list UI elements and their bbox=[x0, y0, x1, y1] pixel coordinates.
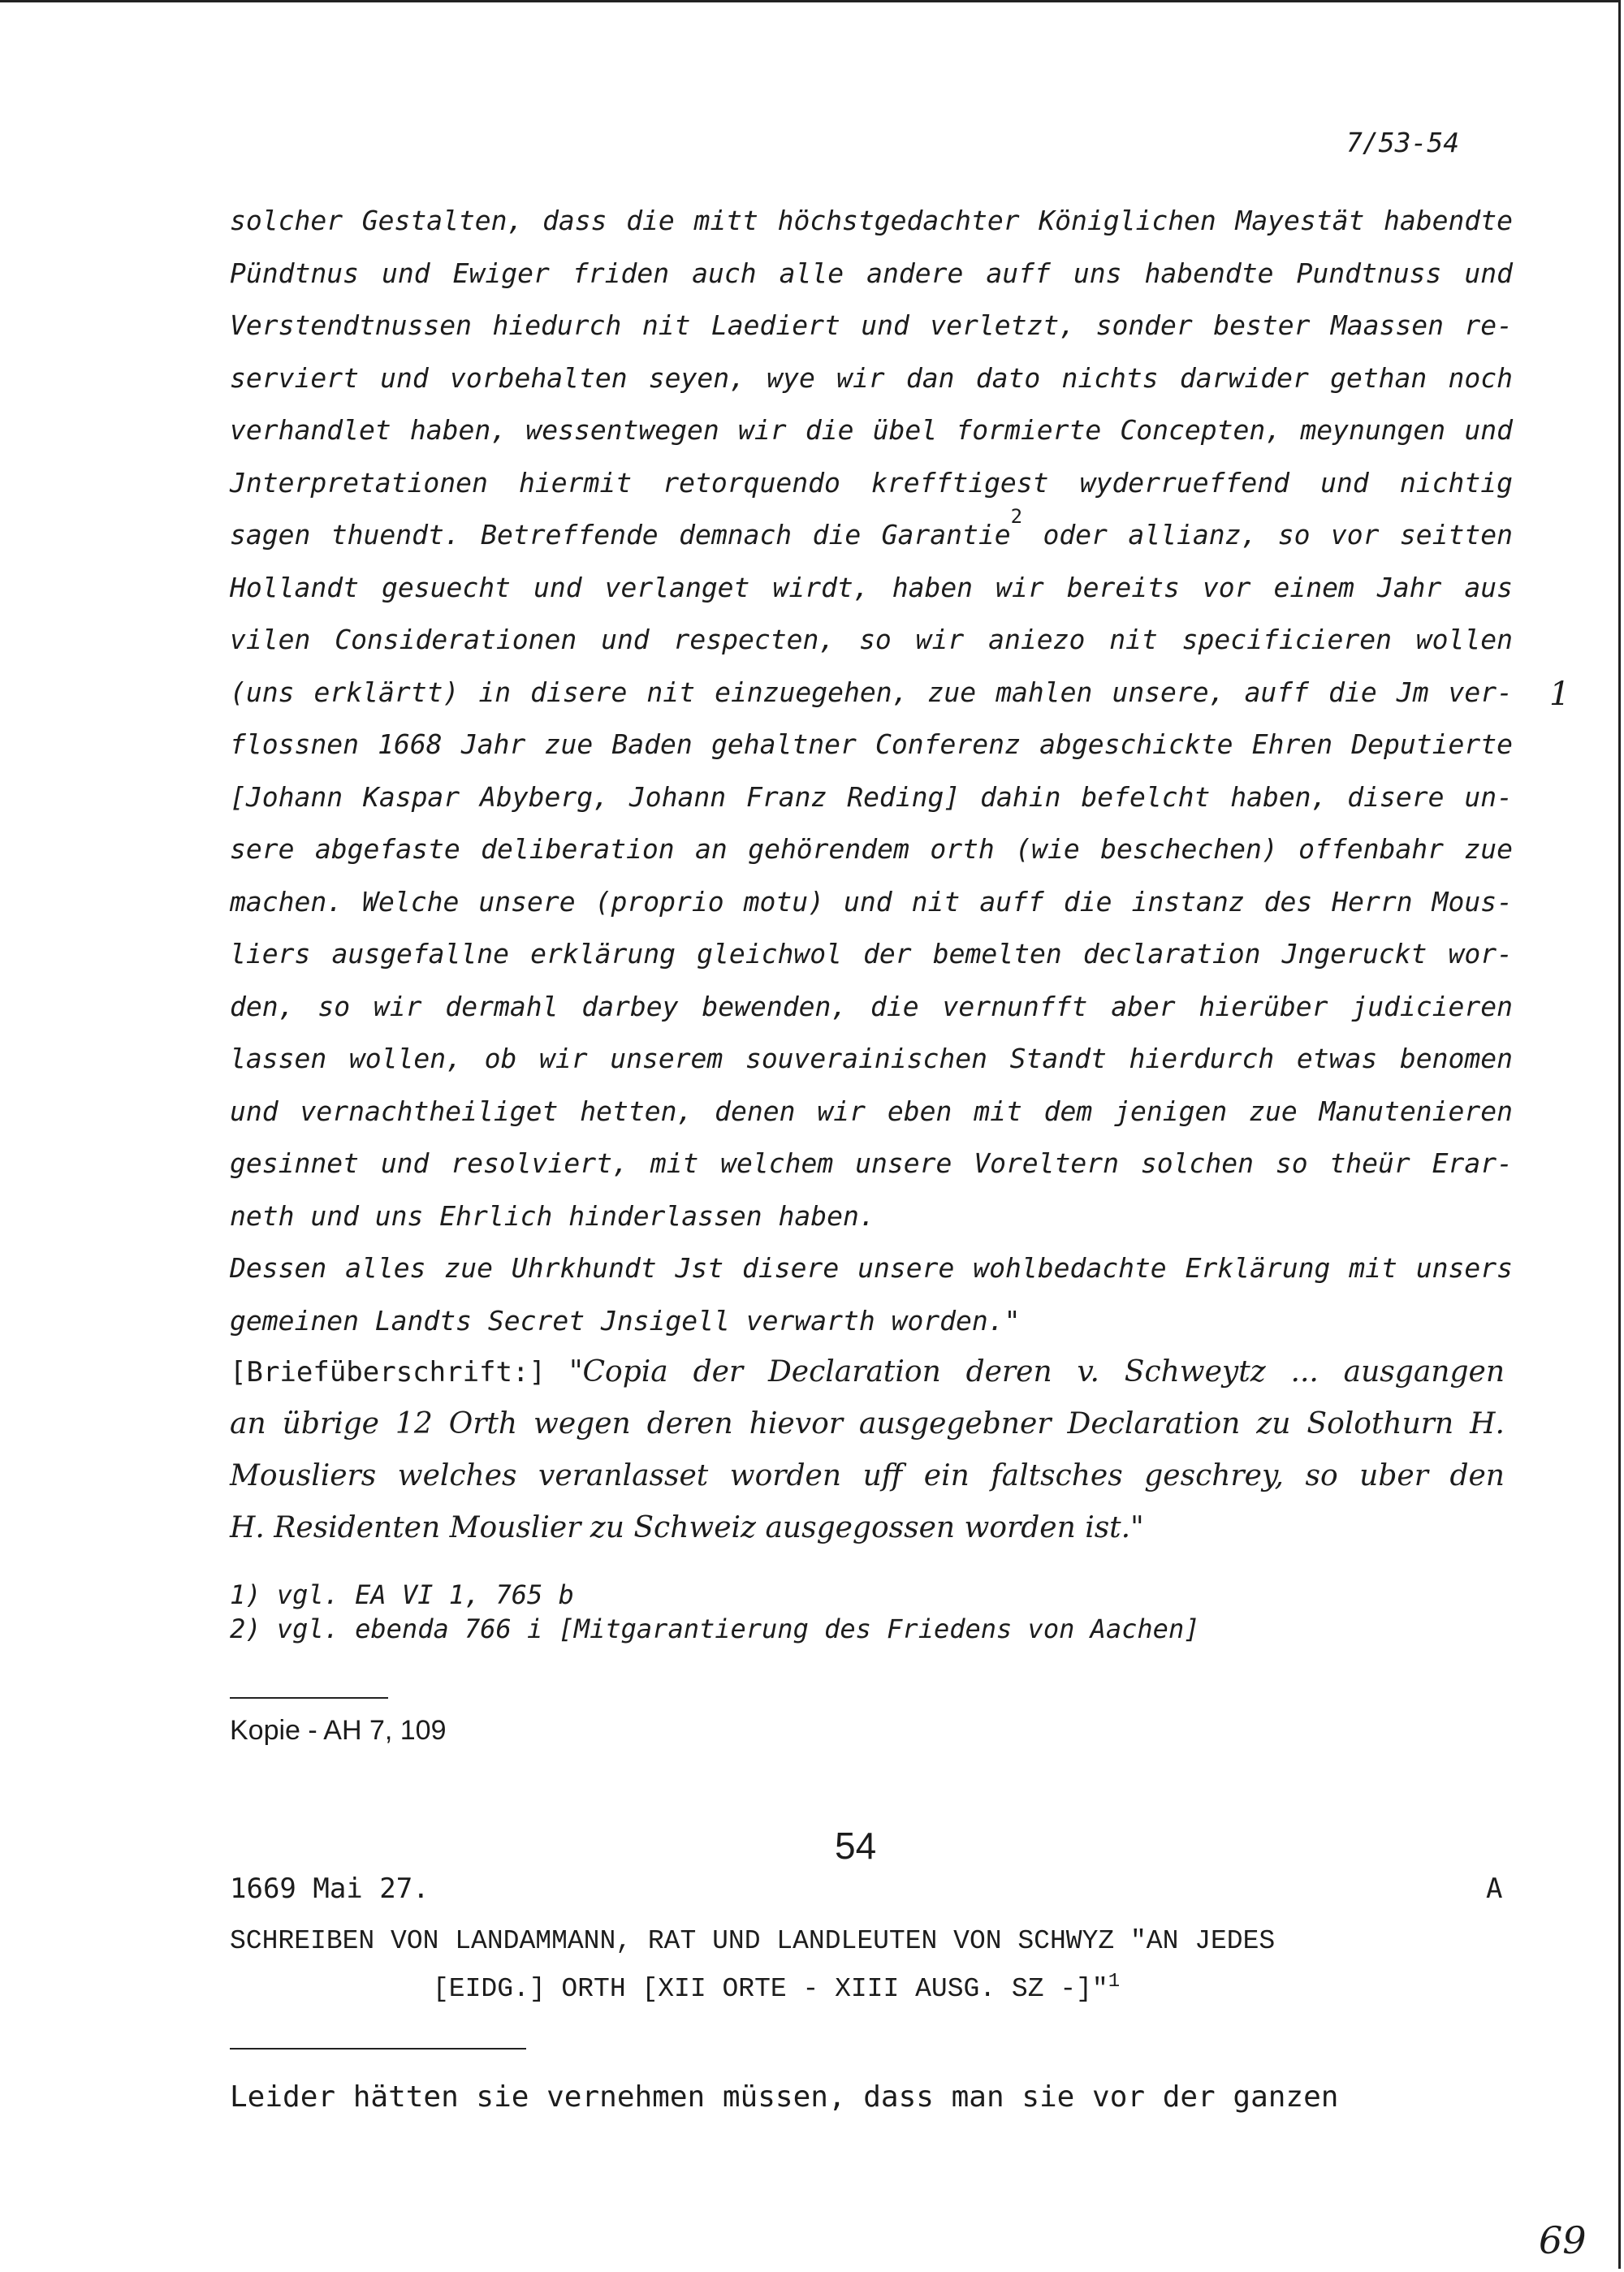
brief-line-1 bbox=[230, 1346, 1505, 1398]
body-line: sere abgefaste deliberation an gehörendem orth (wie beschechen) offenbahr zue bbox=[230, 833, 1513, 865]
divider-heading bbox=[230, 2048, 526, 2050]
page-number: 7/53-54 bbox=[1346, 127, 1460, 158]
body-line-segment: oder allianz, so vor seitten bbox=[1022, 519, 1513, 551]
body-line: gemeinen Landts Secret Jnsigell verwarth worden." bbox=[230, 1304, 1021, 1337]
brief-text-1: "Copia der Declaration deren v. Schweytz ... ausgangen bbox=[568, 1355, 1505, 1389]
body-line: verhandlet haben, wessentwegen wir die übel formierte Concepten, meynungen und bbox=[230, 414, 1513, 446]
body-line: vilen Considerationen und respecten, so wir aniezo nit specificieren wollen bbox=[230, 624, 1513, 655]
opening-sentence: Leider hätten sie vernehmen müssen, dass man sie vor der ganzen bbox=[230, 2080, 1339, 2114]
brief-line-4: H. Residenten Mouslier zu Schweiz ausgegossen worden ist." bbox=[230, 1511, 1144, 1544]
body-line: neth und uns Ehrlich hinderlassen haben. bbox=[230, 1199, 875, 1232]
body-line: Pündtnus und Ewiger friden auch alle andere auff uns habendte Pundtnuss und bbox=[230, 257, 1513, 289]
handwritten-folio: 69 bbox=[1539, 2218, 1587, 2262]
footnotes bbox=[230, 1578, 1199, 1646]
brief-line-3: Mousliers welches veranlasset worden uff ein faltsches geschrey, so uber den bbox=[230, 1459, 1505, 1492]
heading-line-2-text: [EIDG.] ORTH [XII ORTE - XIII AUSG. SZ -]" bbox=[433, 1974, 1108, 2004]
body-line: flossnen 1668 Jahr zue Baden gehaltner Conferenz abgeschickte Ehren Deputierte bbox=[230, 728, 1513, 760]
source-reference: Kopie - AH 7, 109 bbox=[230, 1715, 447, 1746]
footnote-2: 2) vgl. ebenda 766 i [Mitgarantierung des Friedens von Aachen] bbox=[230, 1613, 1200, 1644]
footnote-1: 1) vgl. EA VI 1, 765 b bbox=[230, 1579, 574, 1610]
footnote-ref: 2 bbox=[1010, 505, 1023, 528]
body-line: liers ausgefallne erklärung gleichwol der bemelten declaration Jngeruckt wor- bbox=[230, 938, 1513, 970]
brief-line-2: an übrige 12 Orth wegen deren hievor ausgegebner Declaration zu Solothurn H. bbox=[230, 1407, 1505, 1441]
body-line-segment: sagen thuendt. Betreffende demnach die Garantie bbox=[230, 519, 1011, 551]
heading-line-1: SCHREIBEN VON LANDAMMANN, RAT UND LANDLEUTEN VON SCHWYZ "AN JEDES bbox=[230, 1926, 1276, 1956]
heading-line-2 bbox=[230, 1962, 1275, 2002]
body-line: solcher Gestalten, dass die mitt höchstgedachter Königlichen Mayestät habendte bbox=[230, 205, 1513, 236]
body-line: Jnterpretationen hiermit retorquendo krefftigest wyderrueffend und nichtig bbox=[230, 466, 1513, 499]
body-line: [Johann Kaspar Abyberg, Johann Franz Reding] dahin befelcht haben, disere un- bbox=[230, 780, 1513, 813]
document-heading bbox=[230, 1921, 1275, 2002]
body-line: gesinnet und resolviert, mit welchem unsere Voreltern solchen so theür Erar- bbox=[230, 1147, 1513, 1179]
body-line: (uns erklärtt) in disere nit einzuegehen, zue mahlen unsere, auff die Jm ver- bbox=[230, 676, 1513, 708]
body-line: Verstendtnussen hiedurch nit Laediert und verletzt, sonder bester Maassen re- bbox=[230, 309, 1513, 341]
body-line: machen. Welche unsere (proprio motu) und nit auff die instanz des Herrn Mous- bbox=[230, 885, 1513, 918]
brief-label: [Briefüberschrift:] bbox=[230, 1356, 546, 1389]
document-number: 54 bbox=[835, 1825, 877, 1867]
body-line: Dessen alles zue Uhrkhundt Jst disere unsere wohlbedachte Erklärung mit unsers bbox=[230, 1252, 1513, 1284]
body-line: den, so wir dermahl darbey bewenden, die vernunfft aber hierüber judicieren bbox=[230, 990, 1513, 1022]
body-line: lassen wollen, ob wir unserem souverainischen Standt hierdurch etwas benomen bbox=[230, 1043, 1513, 1074]
body-line: serviert und vorbehalten seyen, wye wir dan dato nichts darwider gethan noch bbox=[230, 361, 1513, 394]
heading-footnote-ref: 1 bbox=[1108, 1971, 1121, 1993]
body-line bbox=[230, 505, 1513, 562]
margin-note: 1 bbox=[1549, 676, 1570, 713]
body-line: Hollandt gesuecht und verlanget wirdt, haben wir bereits vor einem Jahr aus bbox=[230, 571, 1513, 603]
document-date: 1669 Mai 27. bbox=[230, 1872, 430, 1905]
letter-heading-transcription bbox=[230, 1346, 1505, 1554]
document-body bbox=[230, 195, 1513, 1347]
document-grade: A bbox=[1486, 1872, 1503, 1905]
body-line: und vernachtheiliget hetten, denen wir eben mit dem jenigen zue Manutenieren bbox=[230, 1095, 1513, 1127]
divider-short bbox=[230, 1697, 388, 1699]
